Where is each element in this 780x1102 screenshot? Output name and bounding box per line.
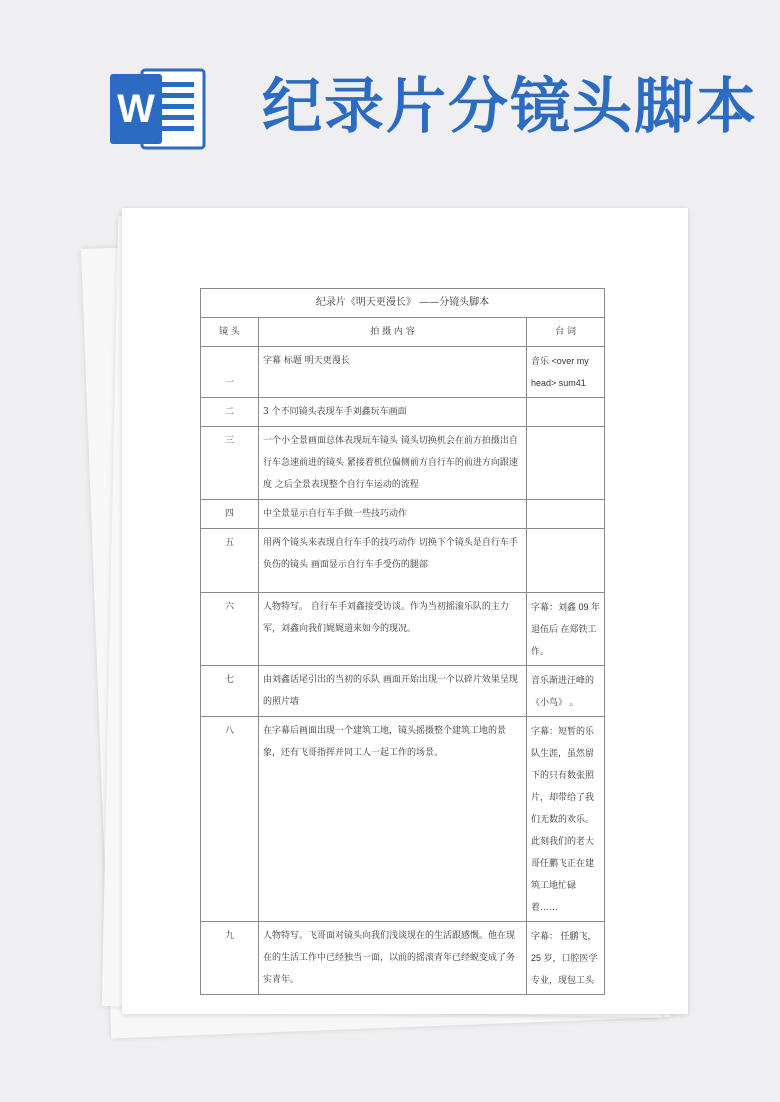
shot-number: 八 — [201, 717, 259, 922]
table-row — [201, 398, 605, 427]
shot-content: 字幕 标题 明天更漫长 — [259, 347, 527, 398]
table-title-row — [201, 289, 605, 318]
shot-content: 3 个不同镜头表现车手刘鑫玩车画面 — [259, 398, 527, 427]
page-title: 纪录片分镜头脚本 — [262, 72, 758, 142]
shot-lines — [527, 427, 605, 500]
header-lines: 台 词 — [527, 318, 605, 347]
shot-lines — [527, 529, 605, 593]
table-title: 纪录片《明天更漫长》 ——分镜头脚本 — [201, 289, 605, 318]
shot-lines: 字幕：短暂的乐队生涯，虽然留下的只有数张照片，却带给了我们无数的欢乐。此刻我们的老大哥任鹏飞正在建筑工地忙碌着…… — [527, 717, 605, 922]
shot-content: 一个小全景画面总体表现玩车镜头 镜头切换机会在前方拍摄出自行车急速前进的镜头 紧接着机位偏侧前方自行车的前进方向跟速度 之后全景表现整个自行车运动的流程 — [259, 427, 527, 500]
table-row — [201, 427, 605, 500]
table-row — [201, 347, 605, 398]
shot-content: 中全景显示自行车手做一些技巧动作 — [259, 500, 527, 529]
shot-content: 用两个镜头来表现自行车手的技巧动作 切换下个镜头是自行车手负伤的镜头 画面显示自行车手受伤的腿部 — [259, 529, 527, 593]
table-row — [201, 529, 605, 593]
table-row — [201, 500, 605, 529]
header-banner — [0, 0, 780, 200]
table-row — [201, 593, 605, 666]
shot-number: 五 — [201, 529, 259, 593]
shot-lines — [527, 500, 605, 529]
shot-content: 人物特写。飞哥面对镜头向我们浅谈现在的生活跟感慨。他在现在的生活工作中已经独当一面，以前的摇滚青年已经蜕变成了务实青年。 — [259, 922, 527, 995]
shot-number: 九 — [201, 922, 259, 995]
shot-content: 人物特写。 自行车手刘鑫接受访谈。作为当初摇滚乐队的主力军，刘鑫向我们娓娓道来如今的现况。 — [259, 593, 527, 666]
document-page — [122, 208, 688, 1014]
storyboard-table — [200, 288, 605, 995]
shot-number: 二 — [201, 398, 259, 427]
shot-content: 在字幕后画面出现一个建筑工地，镜头摇摄整个建筑工地的景象，还有飞哥指挥并同工人一起工作的场景。 — [259, 717, 527, 922]
table-row — [201, 922, 605, 995]
header-content: 拍 摄 内 容 — [259, 318, 527, 347]
svg-text:W: W — [117, 87, 155, 131]
shot-lines: 字幕：刘鑫 09 年退伍后 在郑铁工作。 — [527, 593, 605, 666]
table-header-row — [201, 318, 605, 347]
shot-number: 四 — [201, 500, 259, 529]
shot-lines: 字幕： 任鹏飞，25 岁，口腔医学专业，现包工头 — [527, 922, 605, 995]
shot-lines: 音乐渐进汪峰的《小鸟》 。 — [527, 666, 605, 717]
shot-number: 一 — [201, 347, 259, 398]
word-document-icon — [108, 66, 208, 152]
shot-number: 六 — [201, 593, 259, 666]
shot-content: 由刘鑫话尾引出的当初的乐队 画面开始出现一个以碎片效果呈现的照片墙 — [259, 666, 527, 717]
shot-number: 三 — [201, 427, 259, 500]
table-row — [201, 666, 605, 717]
header-shot: 镜 头 — [201, 318, 259, 347]
table-row — [201, 717, 605, 922]
shot-lines — [527, 398, 605, 427]
shot-number: 七 — [201, 666, 259, 717]
shot-lines: 音乐 <over my head> sum41 — [527, 347, 605, 398]
